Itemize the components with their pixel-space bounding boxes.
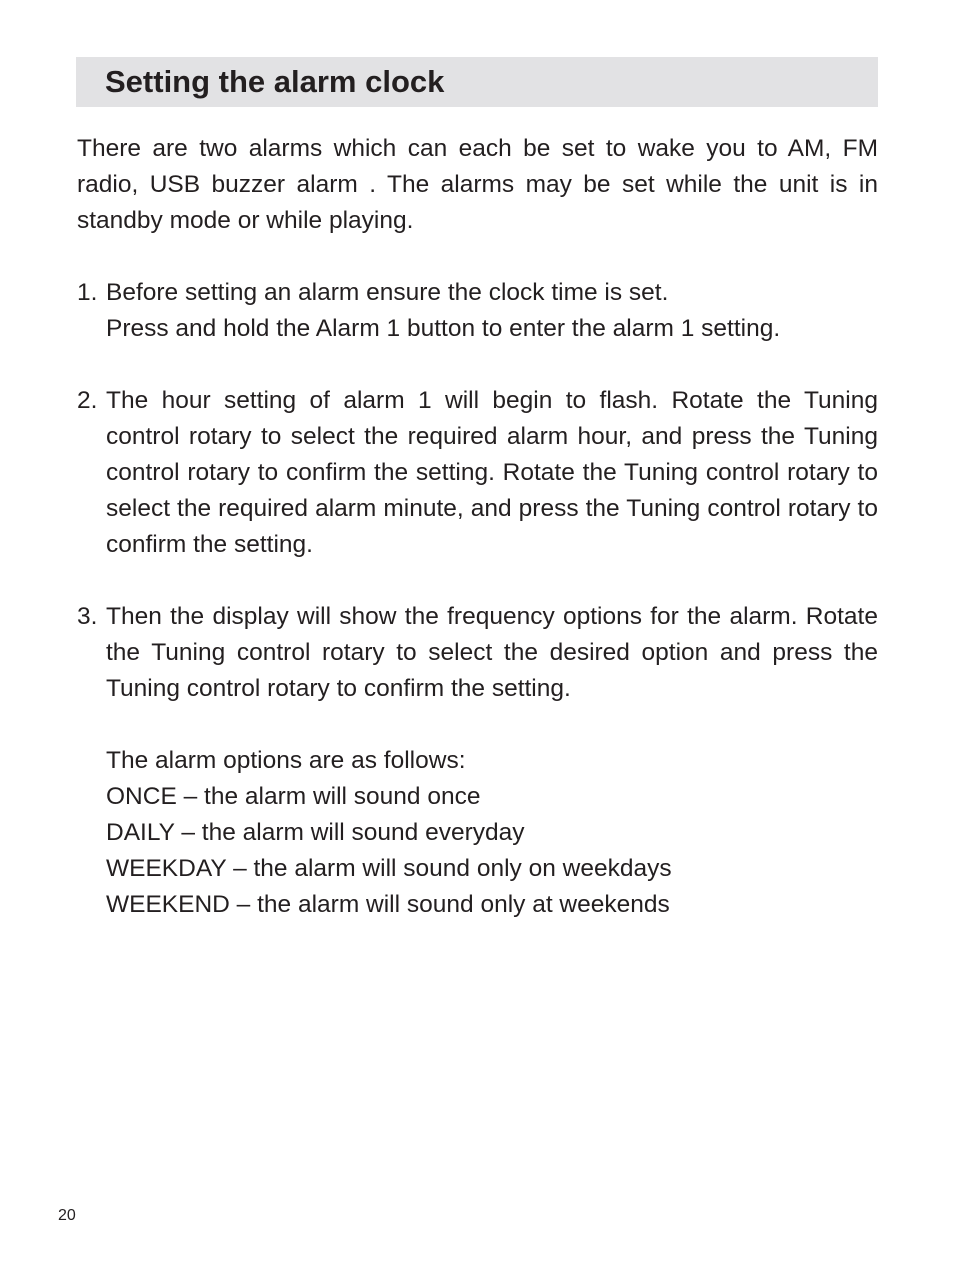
- page-content: [77, 131, 878, 923]
- step-1: [77, 275, 878, 347]
- step-2-text: The hour setting of alarm 1 will begin to flash. Rotate the Tuning control rotary to select the required alarm hour, and press the Tuning control rotary to confirm the setting. Rotate the Tuning control rotary to select the required alarm minute, and press the Tuning control rotary to confirm the setting.: [106, 387, 878, 558]
- page-number: 20: [58, 1207, 76, 1224]
- step-2: [77, 383, 878, 563]
- alarm-options-intro: The alarm options are as follows:: [106, 747, 466, 774]
- section-heading-bar: [76, 57, 878, 107]
- step-number: 2.: [77, 387, 98, 414]
- alarm-option-weekend: WEEKEND – the alarm will sound only at weekends: [106, 891, 670, 918]
- section-heading: Setting the alarm clock: [105, 64, 445, 99]
- alarm-option-weekday: WEEKDAY – the alarm will sound only on weekdays: [106, 855, 672, 882]
- step-1-line-1: Before setting an alarm ensure the clock time is set.: [106, 279, 669, 306]
- alarm-options: [77, 743, 878, 923]
- step-number: 3.: [77, 603, 98, 630]
- step-number: 1.: [77, 279, 98, 306]
- alarm-option-once: ONCE – the alarm will sound once: [106, 783, 481, 810]
- step-3-text: Then the display will show the frequency options for the alarm. Rotate the Tuning control rotary to select the desired option and press the Tuning control rotary to confirm the setting.: [106, 603, 878, 702]
- step-3: [77, 599, 878, 707]
- step-1-line-2: Press and hold the Alarm 1 button to enter the alarm 1 setting.: [106, 315, 781, 342]
- intro-paragraph: There are two alarms which can each be set to wake you to AM, FM radio, USB buzzer alarm . The alarms may be set while the unit is in standby mode or while playing.: [77, 135, 878, 234]
- alarm-option-daily: DAILY – the alarm will sound everyday: [106, 819, 525, 846]
